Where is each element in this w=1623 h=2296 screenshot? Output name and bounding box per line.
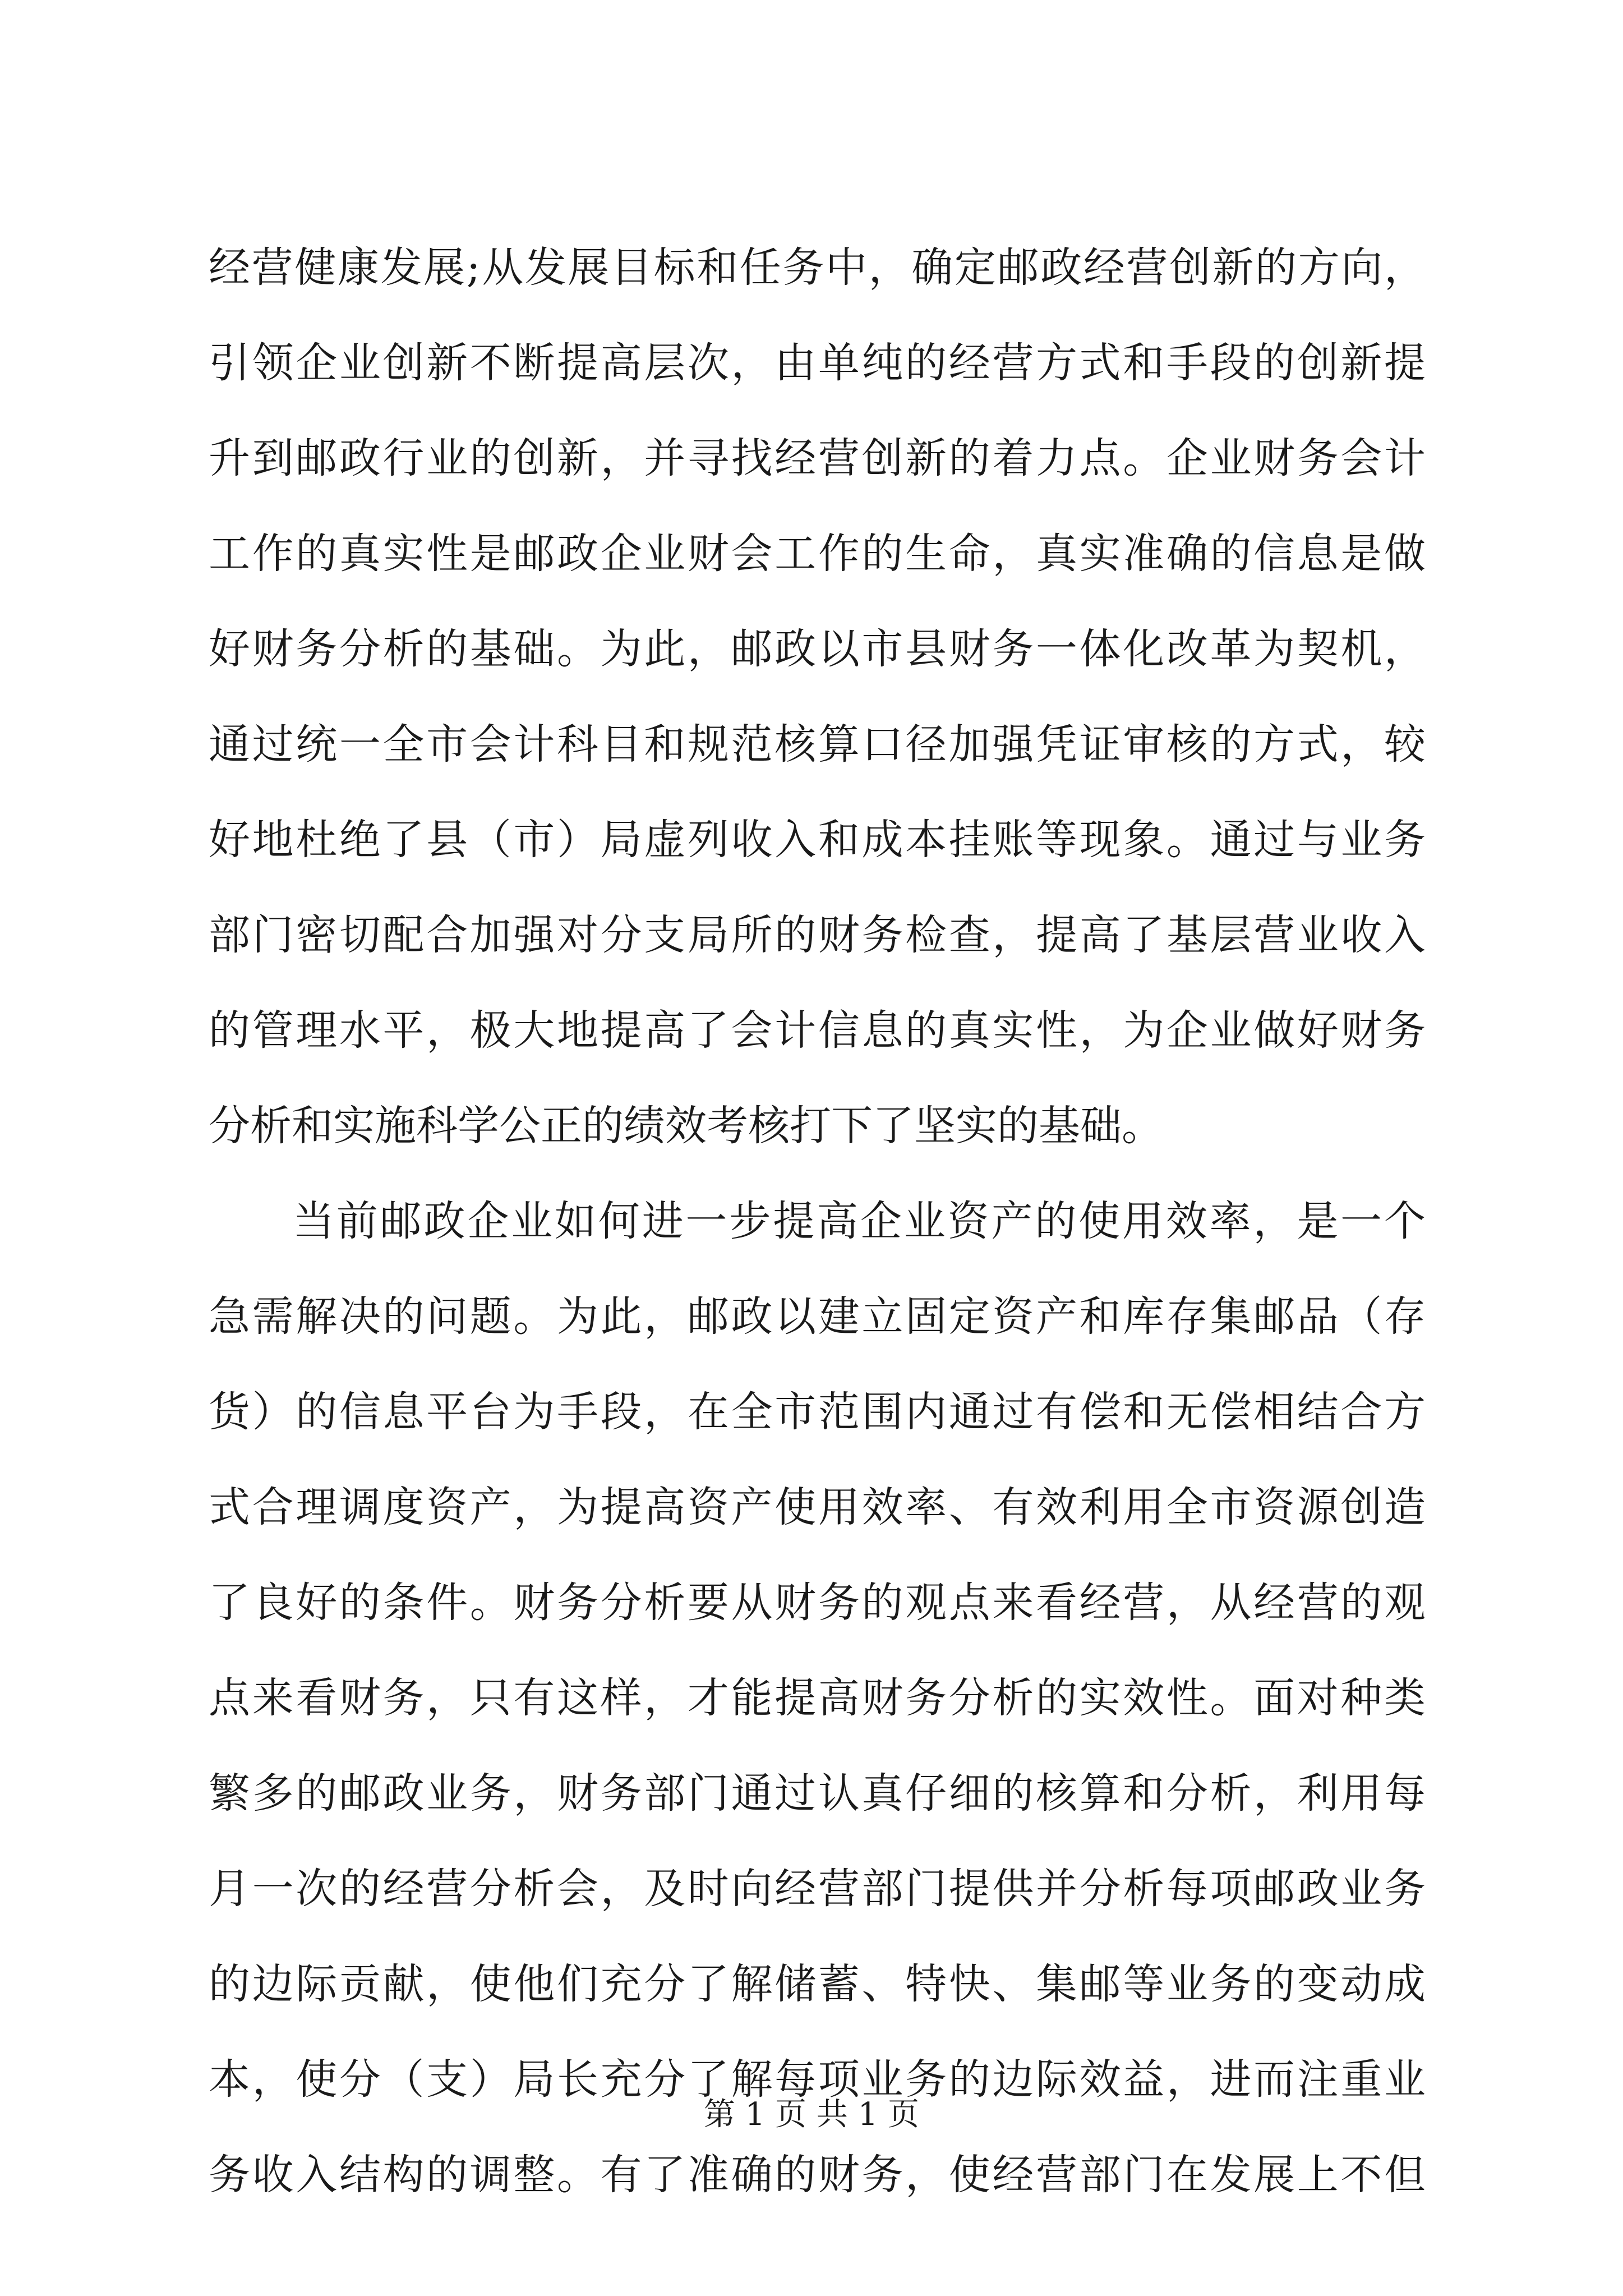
paragraph-2-line-4: 式合理调度资产，为提高资产使用效率、有效利用全市资源创造 <box>209 1483 1426 1531</box>
paragraph-1-line-4: 工作的真实性是邮政企业财会工作的生命，真实准确的信息是做 <box>209 530 1426 578</box>
paragraph-1-line-1: 经营健康发展;从发展目标和任务中，确定邮政经营创新的方向， <box>209 243 1426 292</box>
paragraph-2-line-2: 急需解决的问题。为此，邮政以建立固定资产和库存集邮品（存 <box>209 1292 1426 1341</box>
paragraph-2-line-6: 点来看财务，只有这样，才能提高财务分析的实效性。面对种类 <box>209 1674 1426 1722</box>
paragraph-1-line-8: 部门密切配合加强对分支局所的财务检查，提高了基层营业收入 <box>209 911 1426 959</box>
paragraph-1-line-10: 分析和实施科学公正的绩效考核打下了坚实的基础。 <box>209 1102 1163 1150</box>
paragraph-1-line-6: 通过统一全市会计科目和规范核算口径加强凭证审核的方式，较 <box>209 720 1426 769</box>
paragraph-1-line-7: 好地杜绝了县（市）局虚列收入和成本挂账等现象。通过与业务 <box>209 816 1426 864</box>
paragraph-2-line-8: 月一次的经营分析会，及时向经营部门提供并分析每项邮政业务 <box>209 1865 1426 1913</box>
page-number-label: 第 1 页 共 1 页 <box>703 2096 920 2133</box>
paragraph-1-line-3: 升到邮政行业的创新，并寻找经营创新的着力点。企业财务会计 <box>209 434 1426 482</box>
paragraph-2-line-9: 的边际贡献，使他们充分了解储蓄、特快、集邮等业务的变动成 <box>209 1960 1426 2008</box>
paragraph-2-line-1: 当前邮政企业如何进一步提高企业资产的使用效率，是一个 <box>293 1197 1426 1245</box>
paragraph-2-line-5: 了良好的条件。财务分析要从财务的观点来看经营，从经营的观 <box>209 1579 1426 1627</box>
paragraph-2-line-3: 货）的信息平台为手段，在全市范围内通过有偿和无偿相结合方 <box>209 1388 1426 1436</box>
page-footer <box>0 2092 1623 2137</box>
paragraph-1-line-9: 的管理水平，极大地提高了会计信息的真实性，为企业做好财务 <box>209 1006 1426 1055</box>
body-text <box>209 220 1426 2223</box>
paragraph-2-line-10: 本，使分（支）局长充分了解每项业务的边际效益，进而注重业 <box>209 2055 1426 2104</box>
paragraph-2-line-7: 繁多的邮政业务，财务部门通过认真仔细的核算和分析，利用每 <box>209 1769 1426 1818</box>
paragraph-1-line-5: 好财务分析的基础。为此，邮政以市县财务一体化改革为契机， <box>209 625 1426 673</box>
paragraph-1-line-2: 引领企业创新不断提高层次，由单纯的经营方式和手段的创新提 <box>209 339 1426 387</box>
paragraph-2-line-11: 务收入结构的调整。有了准确的财务，使经营部门在发展上不但 <box>209 2151 1426 2199</box>
